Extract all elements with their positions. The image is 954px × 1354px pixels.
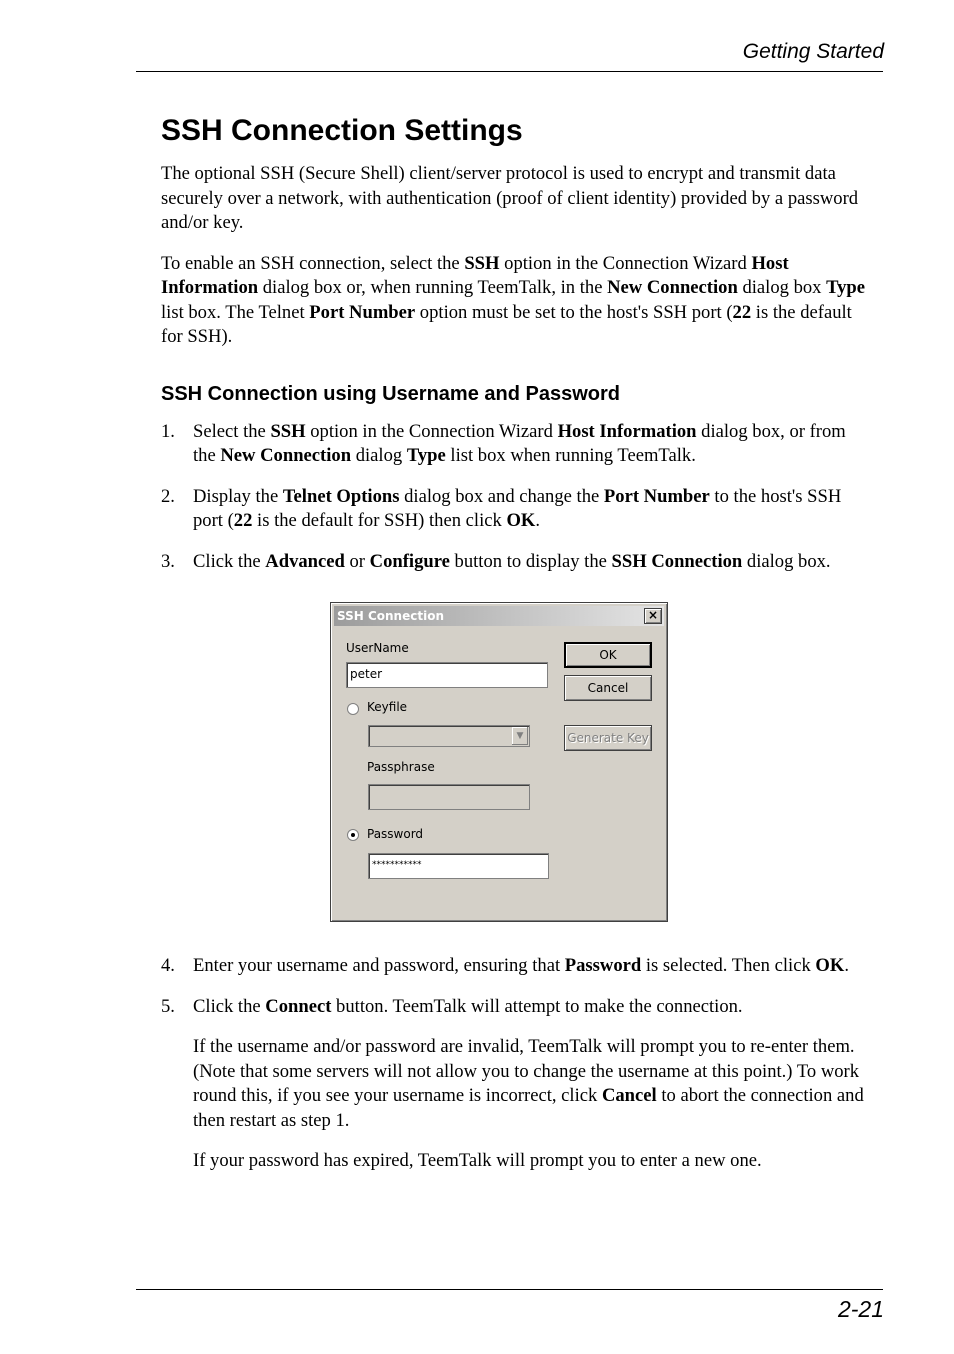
close-icon[interactable]: × xyxy=(644,608,662,624)
section-heading: SSH Connection using Username and Password xyxy=(161,382,620,405)
intro-paragraph-1: The optional SSH (Secure Shell) client/server protocol is used to encrypt and transmit data securely over a network, with authentication (proof of client identity) provided by a password and/or key. xyxy=(161,163,859,233)
list-item: 4. Enter your username and password, ensuring that Password is selected. Then click OK. xyxy=(161,955,849,976)
list-item: 3. Click the Advanced or Configure button to display the SSH Connection dialog box. xyxy=(161,550,831,572)
password-label: Password xyxy=(367,827,424,841)
list-item: 1. Select the SSH option in the Connection Wizard Host Information dialog box, or from the New Connection dialog Type list box when running TeemTalk. xyxy=(161,420,846,466)
chevron-down-icon[interactable]: ▼ xyxy=(512,727,528,745)
header-rule xyxy=(136,71,883,72)
steps-list xyxy=(161,420,866,575)
keyfile-label: Keyfile xyxy=(367,700,408,714)
ssh-connection-dialog xyxy=(330,602,668,922)
page-content xyxy=(161,112,866,1190)
steps-list-continued xyxy=(161,954,866,1019)
page-title: SSH Connection Settings xyxy=(161,114,523,147)
password-input[interactable]: *********** xyxy=(368,853,549,879)
generate-key-button[interactable]: Generate Key xyxy=(564,725,652,751)
passphrase-input[interactable] xyxy=(368,784,530,810)
note-paragraph-2: If your password has expired, TeemTalk will prompt you to enter a new one. xyxy=(193,1150,762,1171)
dialog-figure xyxy=(161,602,866,922)
ok-button[interactable]: OK xyxy=(564,642,652,668)
username-input[interactable]: peter xyxy=(346,662,548,688)
list-item: 2. Display the Telnet Options dialog box and change the Port Number to the host's SSH port (22 is the default for SSH) then click OK. xyxy=(161,485,842,531)
username-label: UserName xyxy=(346,641,409,655)
keyfile-combobox[interactable] xyxy=(368,725,530,747)
dialog-titlebar xyxy=(334,606,664,626)
password-radio[interactable] xyxy=(347,829,359,841)
intro-paragraph-2: To enable an SSH connection, select the SSH option in the Connection Wizard Host Information dialog box or, when running TeemTalk, in the New Connection dialog box Type list box. The Telnet Port Number option must be set to the host's SSH port (22 is the default for SSH). xyxy=(161,252,866,347)
passphrase-label: Passphrase xyxy=(367,760,435,774)
keyfile-radio[interactable] xyxy=(347,703,359,715)
dialog-title: SSH Connection xyxy=(337,609,444,623)
note-paragraph-1: If the username and/or password are invalid, TeemTalk will prompt you to re-enter them. (Note that some servers will not allow you to change the username at this point.) To work round this, if you see your username is incorrect, click Cancel to abort the connection and then restart as step 1. xyxy=(193,1036,864,1131)
running-header: Getting Started xyxy=(742,40,884,63)
cancel-button[interactable]: Cancel xyxy=(564,675,652,701)
footer-rule xyxy=(136,1289,883,1290)
page-number: 2-21 xyxy=(837,1296,884,1322)
list-item: 5. Click the Connect button. TeemTalk will attempt to make the connection. xyxy=(161,995,743,1017)
